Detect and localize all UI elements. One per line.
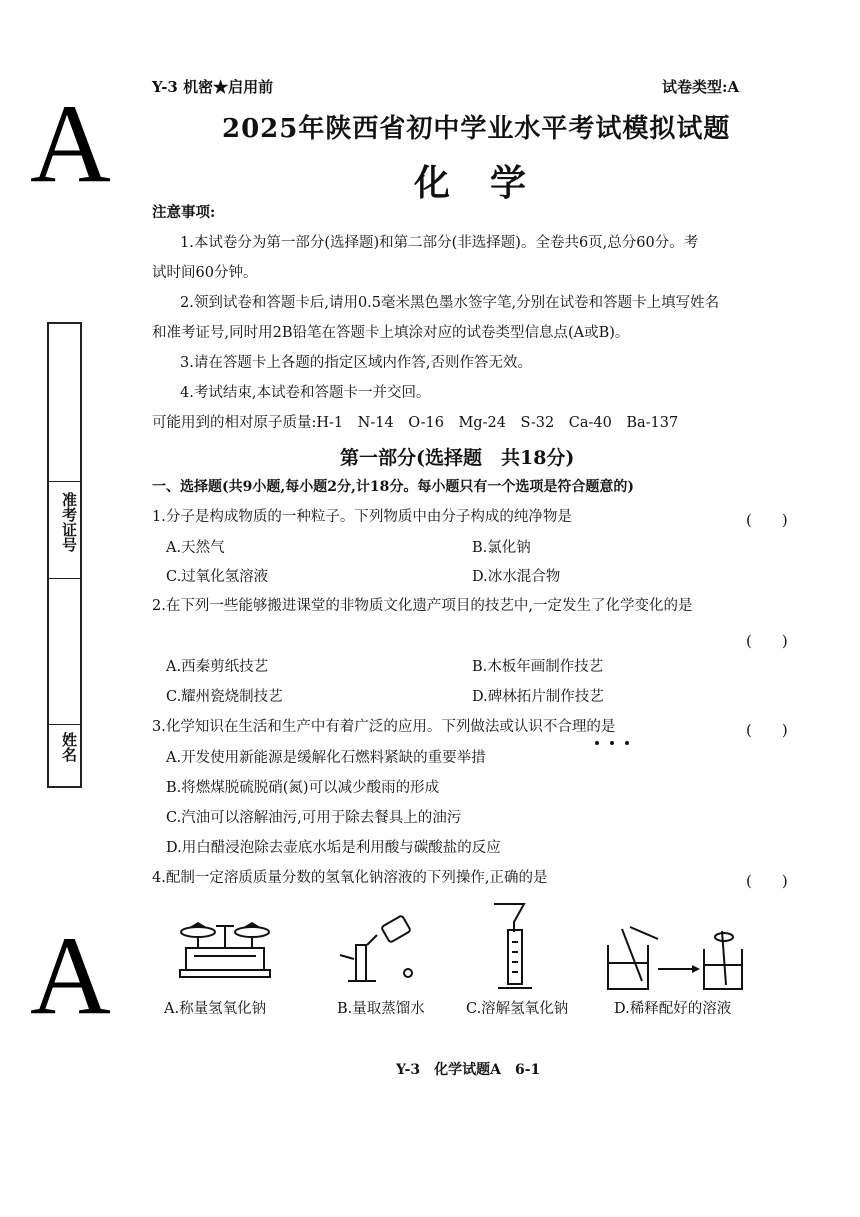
secret-label: Y-3 机密★启用前 [152,78,274,96]
paper-type-letter-top: A [30,82,111,206]
page-footer: Y-3 化学试题A 6-1 [396,1062,541,1078]
measuring-water-illustration [332,915,442,985]
part1-heading: 第一部分(选择题 共18分) [340,447,575,469]
option: D.碑林拓片制作技艺 [472,689,604,705]
name-label: 姓名 [60,732,78,762]
emphasis-dot [595,741,599,745]
answer-blank: ( ) [746,872,788,890]
answer-blank: ( ) [746,511,788,529]
notice-line: 1.本试卷分为第一部分(选择题)和第二部分(非选择题)。全卷共6页,总分60分。考 [180,235,699,251]
notice-line: 和准考证号,同时用2B铅笔在答题卡上填涂对应的试卷类型信息点(A或B)。 [152,325,630,341]
emphasis-dot [610,741,614,745]
notice-line: 3.请在答题卡上各题的指定区域内作答,否则作答无效。 [180,355,532,371]
option: D.用白醋浸泡除去壶底水垢是利用酸与碳酸盐的反应 [166,840,501,856]
figure-caption: C.溶解氢氧化钠 [466,1001,569,1017]
answer-blank: ( ) [746,721,788,739]
option: B.将燃煤脱硫脱硝(氮)可以减少酸雨的形成 [166,780,440,796]
question-stem: 4.配制一定溶质质量分数的氢氧化钠溶液的下列操作,正确的是 [152,870,548,886]
figure-caption: A.称量氢氧化钠 [164,1001,267,1017]
answer-blank: ( ) [746,632,788,650]
section-heading: 一、选择题(共9小题,每小题2分,计18分。每小题只有一个选项是符合题意的) [152,479,634,495]
paper-type-label: 试卷类型:A [662,78,740,96]
balance-illustration [176,920,276,995]
dilution-illustration [602,925,752,995]
emphasis-dot [625,741,629,745]
notice-heading: 注意事项: [152,204,216,221]
option: C.汽油可以溶解油污,可用于除去餐具上的油污 [166,810,462,826]
candidate-info-box [47,322,82,788]
page-title: 2025年陕西省初中学业水平考试模拟试题 [222,114,731,144]
option: D.冰水混合物 [472,569,561,585]
figure-caption: D.稀释配好的溶液 [614,1001,732,1017]
notice-line: 2.领到试卷和答题卡后,请用0.5毫米黑色墨水签字笔,分别在试卷和答题卡上填写姓名 [180,295,720,311]
option: C.过氧化氢溶液 [166,569,269,585]
option: C.耀州瓷烧制技艺 [166,689,283,705]
question-stem: 2.在下列一些能够搬进课堂的非物质文化遗产项目的技艺中,一定发生了化学变化的是 [152,598,693,614]
question-stem: 3.化学知识在生活和生产中有着广泛的应用。下列做法或认识不合理的是 [152,719,616,735]
option: B.木板年画制作技艺 [472,659,604,675]
notice-line: 试时间60分钟。 [152,265,258,281]
question-stem: 1.分子是构成物质的一种粒子。下列物质中由分子构成的纯净物是 [152,509,572,525]
dissolving-illustration [484,900,544,992]
figure-caption: B.量取蒸馏水 [337,1001,425,1017]
option: A.开发使用新能源是缓解化石燃料紧缺的重要举措 [166,750,486,766]
exam-number-label: 准考证号 [60,492,78,552]
option: A.天然气 [166,540,225,556]
option: B.氯化钠 [472,540,531,556]
paper-type-letter-bottom: A [30,914,111,1038]
notice-line: 4.考试结束,本试卷和答题卡一并交回。 [180,385,431,401]
atomic-masses: 可能用到的相对原子质量:H-1 N-14 O-16 Mg-24 S-32 Ca-40 Ba-137 [152,415,679,431]
option: A.西秦剪纸技艺 [166,659,269,675]
subject-title: 化学 [414,162,567,204]
